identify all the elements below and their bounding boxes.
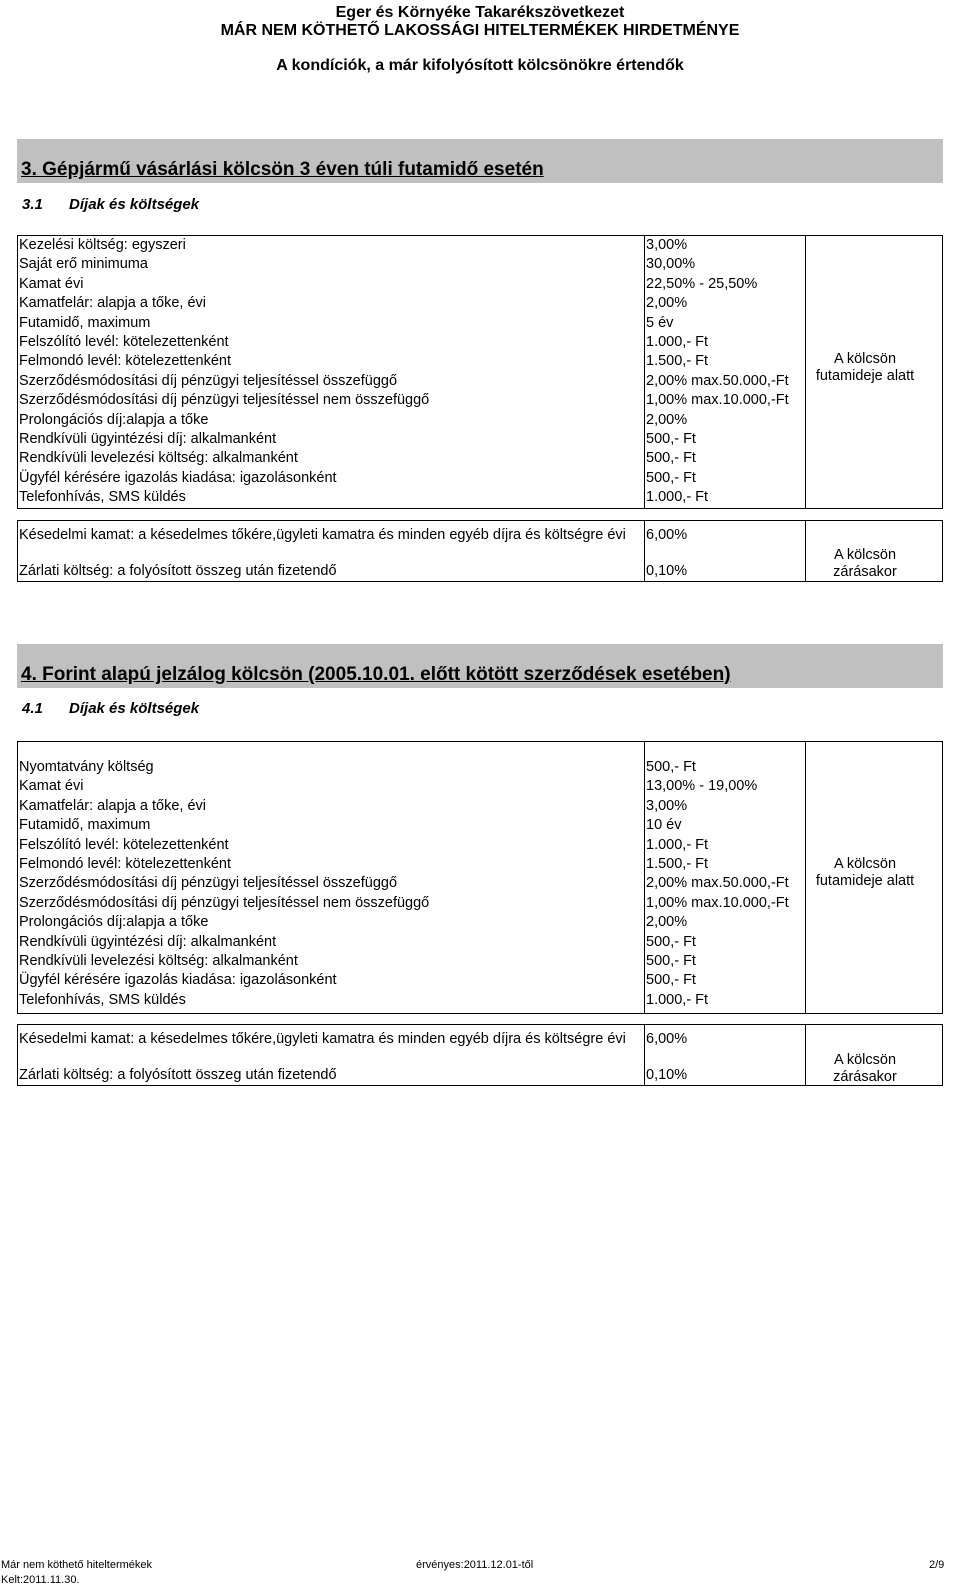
fee-row-label: Kamatfelár: alapja a tőke, évi — [19, 295, 206, 312]
fee-row-value: 500,- Ft — [646, 953, 696, 969]
section4-side-closing-line2: zárásakor — [833, 1069, 897, 1085]
section4-subtitle-text: Díjak és költségek — [69, 700, 200, 717]
fee-row-label: Ügyfél kérésére igazolás kiadása: igazolásonként — [19, 469, 337, 486]
section3-side-during — [806, 351, 924, 385]
fee-row-value: 2,00% max.50.000,-Ft — [646, 372, 789, 389]
section4-title-band — [17, 644, 943, 688]
fee-row-label: Saját erő minimuma — [19, 256, 148, 273]
section3-side-closing-line1: A kölcsön — [833, 547, 897, 563]
section4-subtitle — [22, 700, 199, 717]
fee-row-value: 13,00% - 19,00% — [646, 778, 758, 795]
section4-closing-fee-label: Zárlati költség: a folyósított összeg után fizetendő — [19, 1067, 337, 1083]
section4-late-interest-value: 6,00% — [646, 1031, 688, 1047]
fee-row-value: 500,- Ft — [646, 759, 696, 775]
fee-row-value: 1.000,- Ft — [646, 836, 709, 853]
fee-row-label: Futamidő, maximum — [19, 817, 151, 834]
fee-row-value: 30,00% — [646, 256, 696, 273]
section4-side-during-line1: A kölcsön — [833, 856, 897, 872]
section4-title: 4. Forint alapú jelzálog kölcsön (2005.10.01. előtt kötött szerződések esetében) — [21, 664, 731, 685]
fee-row-value: 1.500,- Ft — [646, 353, 709, 370]
section3-subtitle — [22, 196, 199, 213]
section3-side-during-line2: futamideje alatt — [815, 368, 915, 384]
section3-closing-fee-label: Zárlati költség: a folyósított összeg után fizetendő — [19, 563, 337, 579]
fee-row-value: 2,00% max.50.000,-Ft — [646, 875, 789, 892]
section3-subtitle-text: Díjak és költségek — [69, 196, 200, 213]
fee-row-label: Rendkívüli ügyintézési díj: alkalmanként — [19, 431, 277, 447]
section3-title: 3. Gépjármű vásárlási kölcsön 3 éven túli futamidő esetén — [21, 159, 544, 180]
fee-row-label: Szerződésmódosítási díj pénzügyi teljesítéssel összefüggő — [19, 875, 398, 892]
section4-side-during-line2: futamideje alatt — [815, 873, 915, 889]
fee-row-value: 3,00% — [646, 237, 688, 253]
fee-row-value: 1.500,- Ft — [646, 856, 709, 872]
institution-name: Eger és Környéke Takarékszövetkezet — [335, 4, 625, 21]
fee-row-value: 2,00% — [646, 914, 688, 931]
fee-row-value: 1,00% max.10.000,-Ft — [646, 392, 789, 409]
fee-row-label: Felmondó levél: kötelezettenként — [19, 353, 231, 370]
section4-side-closing-line1: A kölcsön — [833, 1052, 897, 1068]
fee-row-label: Szerződésmódosítási díj pénzügyi teljesítéssel nem összefüggő — [19, 392, 430, 409]
fee-row-label: Rendkívüli levelezési költség: alkalmanként — [19, 450, 298, 467]
section4-late-interest-label: Késedelmi kamat: a késedelmes tőkére,ügyleti kamatra és minden egyéb díjra és költségre évi — [19, 1031, 626, 1047]
section4-side-closing — [806, 1052, 924, 1086]
fee-row-label: Szerződésmódosítási díj pénzügyi teljesítéssel nem összefüggő — [19, 894, 430, 911]
document-title: MÁR NEM KÖTHETŐ LAKOSSÁGI HITELTERMÉKEK HIRDETMÉNYE — [220, 22, 740, 39]
section4-closing-fee-value: 0,10% — [646, 1067, 688, 1083]
fee-row-label: Rendkívüli ügyintézési díj: alkalmanként — [19, 933, 277, 950]
fee-row-value: 500,- Ft — [646, 431, 696, 447]
fee-row-label: Futamidő, maximum — [19, 314, 151, 331]
section3-late-interest-value: 6,00% — [646, 527, 688, 543]
fee-row-label: Felmondó levél: kötelezettenként — [19, 856, 231, 872]
section3-side-during-line1: A kölcsön — [833, 351, 897, 367]
fee-row-label: Telefonhívás, SMS küldés — [19, 991, 186, 1008]
section3-side-closing-line2: zárásakor — [833, 564, 897, 580]
footer-page-number: 2/9 — [929, 1559, 945, 1571]
section3-late-interest-label: Késedelmi kamat: a késedelmes tőkére,ügyleti kamatra és minden egyéb díjra és költségre évi — [19, 527, 626, 543]
fee-row-value: 1.000,- Ft — [646, 334, 709, 350]
fee-row-label: Ügyfél kérésére igazolás kiadása: igazolásonként — [19, 972, 337, 989]
fee-row-value: 2,00% — [646, 411, 688, 428]
section4-subtitle-number: 4.1 — [22, 700, 43, 717]
fee-row-value: 5 év — [646, 314, 674, 331]
document-subtitle: A kondíciók, a már kifolyósított kölcsönökre értendők — [276, 57, 684, 74]
fee-row-label: Telefonhívás, SMS küldés — [19, 489, 186, 506]
section3-title-band — [17, 139, 943, 183]
fee-row-value: 1.000,- Ft — [646, 489, 709, 506]
footer-document-name: Már nem köthető hiteltermékek — [1, 1559, 153, 1571]
fee-row-label: Kamat évi — [19, 778, 84, 795]
fee-row-label: Rendkívüli levelezési költség: alkalmanként — [19, 953, 298, 969]
fee-row-value: 500,- Ft — [646, 933, 696, 950]
fee-row-value: 500,- Ft — [646, 972, 696, 989]
section3-closing-fee-value: 0,10% — [646, 563, 688, 579]
fee-row-value: 500,- Ft — [646, 469, 696, 486]
fee-row-label: Kamatfelár: alapja a tőke, évi — [19, 797, 206, 814]
fee-row-label: Kezelési költség: egyszeri — [19, 237, 186, 253]
fee-row-value: 22,50% - 25,50% — [646, 275, 758, 292]
fee-row-value: 3,00% — [646, 797, 688, 814]
fee-row-label: Prolongációs díj:alapja a tőke — [19, 411, 209, 428]
fee-row-label: Kamat évi — [19, 275, 84, 292]
footer-date: Kelt:2011.11.30. — [1, 1574, 80, 1586]
section3-side-closing — [806, 547, 924, 581]
section3-subtitle-number: 3.1 — [22, 196, 43, 213]
fee-row-value: 2,00% — [646, 295, 688, 312]
fee-row-label: Nyomtatvány költség — [19, 759, 154, 775]
fee-row-value: 500,- Ft — [646, 450, 696, 467]
section4-side-during — [806, 856, 924, 890]
fee-row-label: Szerződésmódosítási díj pénzügyi teljesítéssel összefüggő — [19, 372, 398, 389]
fee-row-label: Prolongációs díj:alapja a tőke — [19, 914, 209, 931]
fee-row-value: 10 év — [646, 817, 682, 834]
footer-validity: érvényes:2011.12.01-től — [416, 1559, 534, 1571]
fee-row-value: 1.000,- Ft — [646, 991, 709, 1008]
fee-row-value: 1,00% max.10.000,-Ft — [646, 894, 789, 911]
fee-row-label: Felszólító levél: kötelezettenként — [19, 836, 229, 853]
fee-row-label: Felszólító levél: kötelezettenként — [19, 334, 229, 350]
